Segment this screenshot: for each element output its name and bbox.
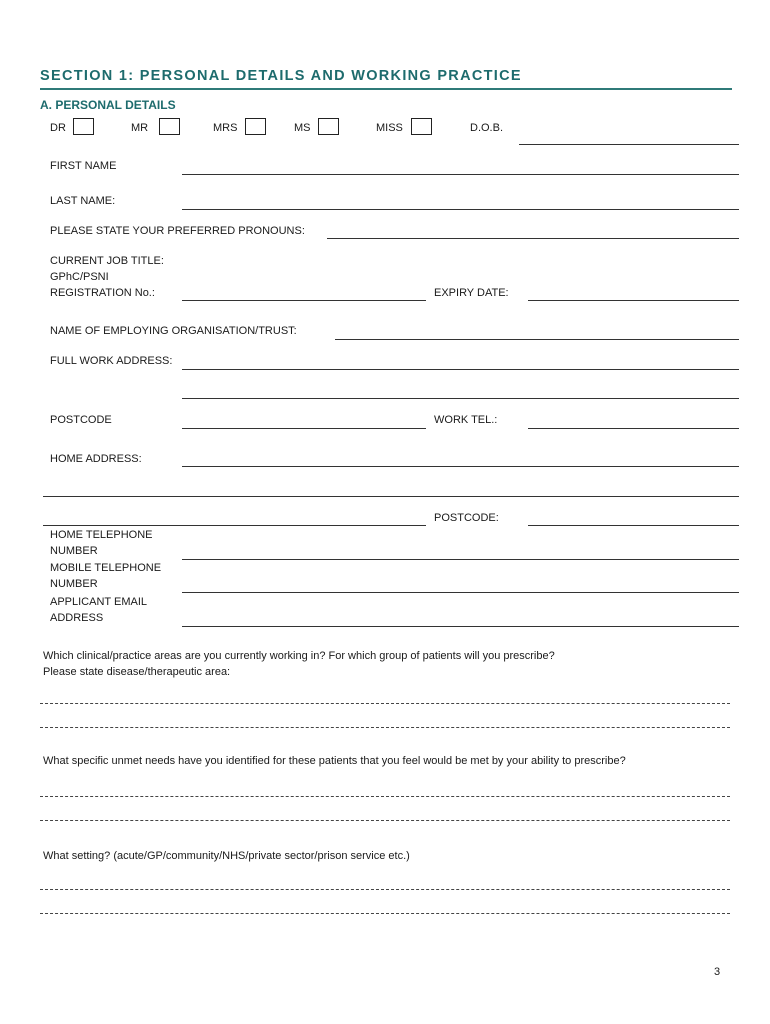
question-clinical-areas-line1: Which clinical/practice areas are you currently working in? For which group of patients will you prescribe? — [43, 650, 555, 662]
home-telephone-label-line2: NUMBER — [50, 545, 98, 557]
page-number: 3 — [714, 966, 721, 978]
last-name-field[interactable] — [182, 209, 739, 210]
title-mrs-checkbox[interactable] — [245, 118, 266, 135]
answer-setting-line-1[interactable] — [40, 889, 730, 890]
work-address-field-1[interactable] — [182, 369, 739, 370]
expiry-date-field[interactable] — [528, 300, 739, 301]
subsection-title: A. PERSONAL DETAILS — [40, 98, 176, 112]
answer-clinical-areas-line-1[interactable] — [40, 703, 730, 704]
question-setting: What setting? (acute/GP/community/NHS/private sector/prison service etc.) — [43, 850, 410, 862]
answer-unmet-needs-line-2[interactable] — [40, 820, 730, 821]
answer-clinical-areas-line-2[interactable] — [40, 727, 730, 728]
job-title-label: CURRENT JOB TITLE: — [50, 255, 164, 267]
registration-number-field[interactable] — [182, 300, 426, 301]
section-title: SECTION 1: PERSONAL DETAILS AND WORKING PRACTICE — [40, 68, 522, 84]
email-label-line1: APPLICANT EMAIL — [50, 596, 147, 608]
answer-unmet-needs-line-1[interactable] — [40, 796, 730, 797]
answer-setting-line-2[interactable] — [40, 913, 730, 914]
question-unmet-needs: What specific unmet needs have you identified for these patients that you feel would be met by your ability to prescribe? — [43, 755, 626, 767]
work-tel-label: WORK TEL.: — [434, 414, 498, 426]
title-mrs-label: MRS — [213, 122, 238, 134]
postcode-field[interactable] — [182, 428, 426, 429]
email-field[interactable] — [182, 626, 739, 627]
title-ms-label: MS — [294, 122, 311, 134]
postcode-label: POSTCODE — [50, 414, 112, 426]
title-mr-checkbox[interactable] — [159, 118, 180, 135]
home-address-field-2[interactable] — [43, 496, 739, 497]
pronouns-field[interactable] — [327, 238, 739, 239]
dob-field[interactable] — [519, 144, 739, 145]
mobile-telephone-label-line2: NUMBER — [50, 578, 98, 590]
title-mr-label: MR — [131, 122, 149, 134]
home-postcode-field[interactable] — [528, 525, 739, 526]
title-dr-label: DR — [50, 122, 66, 134]
work-address-field-2[interactable] — [182, 398, 739, 399]
pronouns-label: PLEASE STATE YOUR PREFERRED PRONOUNS: — [50, 225, 305, 237]
section-title-rule — [40, 88, 732, 90]
home-address-label: HOME ADDRESS: — [50, 453, 142, 465]
title-ms-checkbox[interactable] — [318, 118, 339, 135]
work-address-label: FULL WORK ADDRESS: — [50, 355, 173, 367]
title-miss-checkbox[interactable] — [411, 118, 432, 135]
home-postcode-label: POSTCODE: — [434, 512, 499, 524]
gphc-label-line2: REGISTRATION No.: — [50, 287, 155, 299]
title-miss-label: MISS — [376, 122, 403, 134]
home-telephone-field[interactable] — [182, 559, 739, 560]
question-clinical-areas-line2: Please state disease/therapeutic area: — [43, 666, 231, 678]
home-address-field-1[interactable] — [182, 466, 739, 467]
employer-field[interactable] — [335, 339, 739, 340]
home-telephone-label-line1: HOME TELEPHONE — [50, 529, 153, 541]
first-name-field[interactable] — [182, 174, 739, 175]
first-name-label: FIRST NAME — [50, 160, 117, 172]
email-label-line2: ADDRESS — [50, 612, 104, 624]
employer-label: NAME OF EMPLOYING ORGANISATION/TRUST: — [50, 325, 297, 337]
gphc-label-line1: GPhC/PSNI — [50, 271, 109, 283]
home-address-field-3[interactable] — [43, 525, 426, 526]
mobile-telephone-label-line1: MOBILE TELEPHONE — [50, 562, 162, 574]
expiry-date-label: EXPIRY DATE: — [434, 287, 509, 299]
title-dr-checkbox[interactable] — [73, 118, 94, 135]
last-name-label: LAST NAME: — [50, 195, 116, 207]
mobile-telephone-field[interactable] — [182, 592, 739, 593]
dob-label: D.O.B. — [470, 122, 504, 134]
work-tel-field[interactable] — [528, 428, 739, 429]
